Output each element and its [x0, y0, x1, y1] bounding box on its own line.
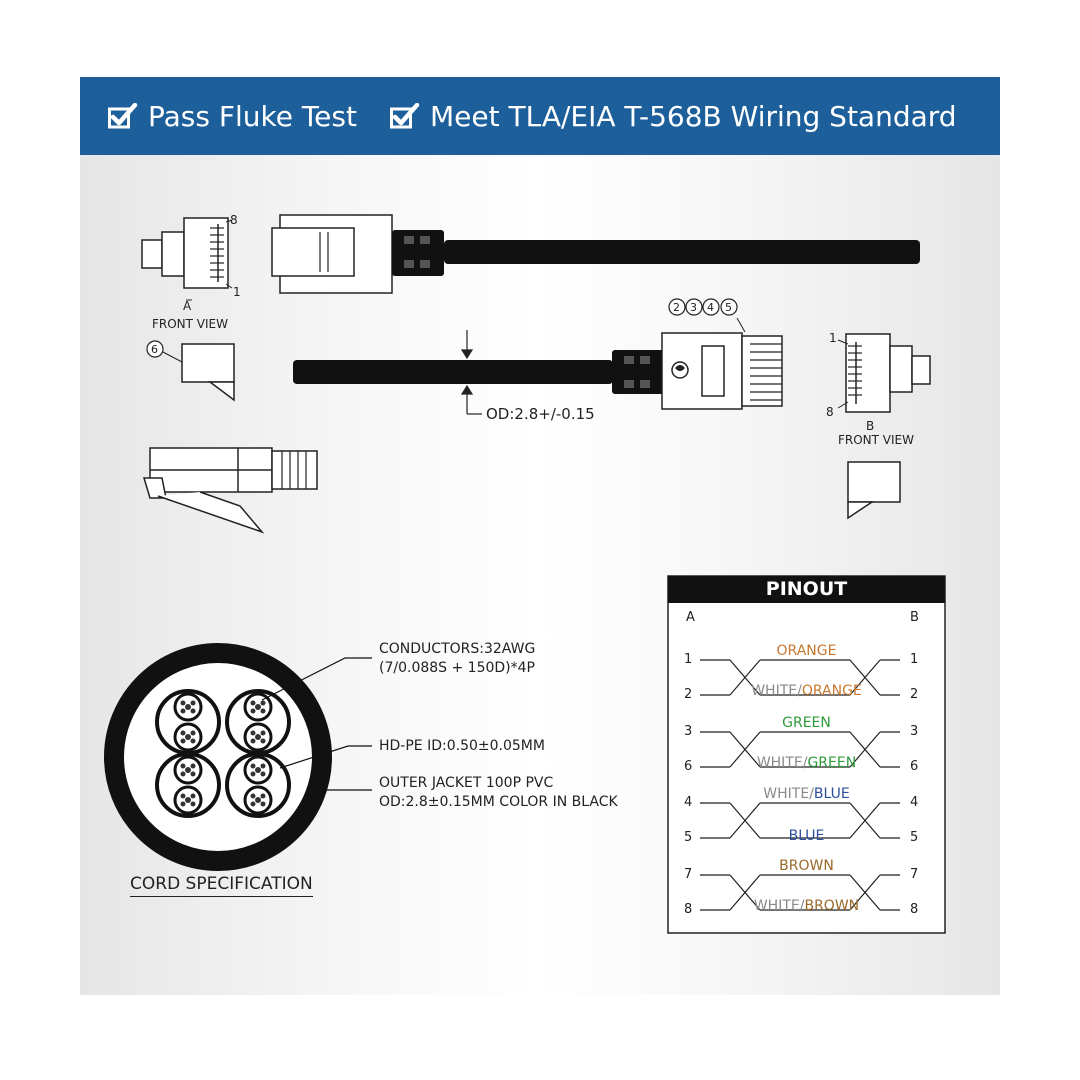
stripe-color-text: ORANGE	[801, 683, 862, 699]
connector-a-front-view	[142, 218, 232, 300]
pinout-pin-b: 8	[910, 902, 919, 917]
pinout-title: PINOUT	[668, 576, 945, 603]
connector-b-letter: B	[866, 419, 875, 433]
pinout-pin-a: 2	[684, 687, 693, 702]
pinout-pin-a: 5	[684, 830, 693, 845]
conductors-detail: (7/0.088S + 150D)*4P	[379, 660, 535, 676]
banner-label-fluke: Pass Fluke Test	[148, 99, 357, 133]
callout-3: 3	[690, 301, 697, 314]
stripe-color-text: BROWN	[804, 898, 860, 914]
middle-cable	[293, 318, 782, 409]
connector-a-pin-bottom: 1	[233, 285, 241, 299]
jacket-detail: OD:2.8±0.15MM COLOR IN BLACK	[379, 794, 618, 810]
pinout-wire-label: BLUE	[788, 828, 825, 844]
pinout-wire-label: ORANGE	[776, 643, 837, 659]
pinout-pin-a: 3	[684, 724, 693, 739]
top-cable	[272, 215, 920, 293]
connector-a-letter: A	[183, 299, 192, 313]
white-stripe-text: WHITE	[763, 786, 810, 802]
pinout-wire-label	[668, 683, 945, 699]
connector-a-view-label: FRONT VIEW	[152, 317, 229, 331]
pinout-col-a: A	[686, 610, 695, 625]
od-label: OD:2.8+/-0.15	[486, 405, 595, 423]
callout-6-number: 6	[151, 343, 158, 356]
connector-b-side-part	[848, 462, 900, 518]
slash-text: /	[809, 786, 814, 802]
pinout-pin-a: 4	[684, 795, 693, 810]
connector-b-pin-top: 1	[829, 331, 837, 345]
callout-4: 4	[707, 301, 714, 314]
banner-label-standard: Meet TLA/EIA T-568B Wiring Standard	[430, 99, 957, 133]
connector-b-pin-bottom: 8	[826, 405, 834, 419]
pinout-pin-a: 1	[684, 652, 693, 667]
pinout-pin-a: 8	[684, 902, 693, 917]
pinout-col-b: B	[910, 610, 919, 625]
pinout-wire-label: BROWN	[779, 858, 834, 874]
pinout-wire-label	[668, 786, 945, 802]
slash-text: /	[797, 683, 802, 699]
slash-text: /	[799, 898, 805, 914]
hdpe-label: HD-PE ID:0.50±0.05MM	[379, 738, 545, 754]
pinout-pin-b: 1	[910, 652, 919, 667]
callout-2: 2	[673, 301, 680, 314]
pinout-pin-b: 5	[910, 830, 919, 845]
white-stripe-text: WHITE	[756, 755, 803, 771]
pinout-pin-b: 6	[910, 759, 919, 774]
stripe-color-text: GREEN	[807, 755, 857, 771]
cord-cross-section	[114, 653, 372, 861]
connector-a-pin-top: 8	[230, 213, 238, 227]
plug-side-view	[144, 448, 317, 532]
pinout-wire-label	[668, 898, 945, 914]
connector-b-view-label: FRONT VIEW	[838, 433, 915, 447]
stripe-color-text: BLUE	[813, 786, 850, 802]
white-stripe-text: WHITE	[753, 898, 800, 914]
pinout-pin-b: 3	[910, 724, 919, 739]
pinout-pin-a: 6	[684, 759, 693, 774]
slash-text: /	[802, 755, 808, 771]
connector-b-front-view	[838, 334, 930, 412]
pinout-wire-label: GREEN	[782, 715, 831, 731]
pinout-pin-b: 4	[910, 795, 919, 810]
pinout-pin-b: 7	[910, 867, 919, 882]
conductors-label: CONDUCTORS:32AWG	[379, 641, 536, 657]
cord-spec-title: CORD SPECIFICATION	[130, 874, 313, 897]
white-stripe-text: WHITE	[751, 683, 798, 699]
callout-6-part	[147, 341, 234, 400]
callout-5: 5	[725, 301, 732, 314]
jacket-label: OUTER JACKET 100P PVC	[379, 775, 554, 791]
pinout-wire-label	[668, 755, 945, 771]
pinout-pin-a: 7	[684, 867, 693, 882]
pinout-pin-b: 2	[910, 687, 919, 702]
